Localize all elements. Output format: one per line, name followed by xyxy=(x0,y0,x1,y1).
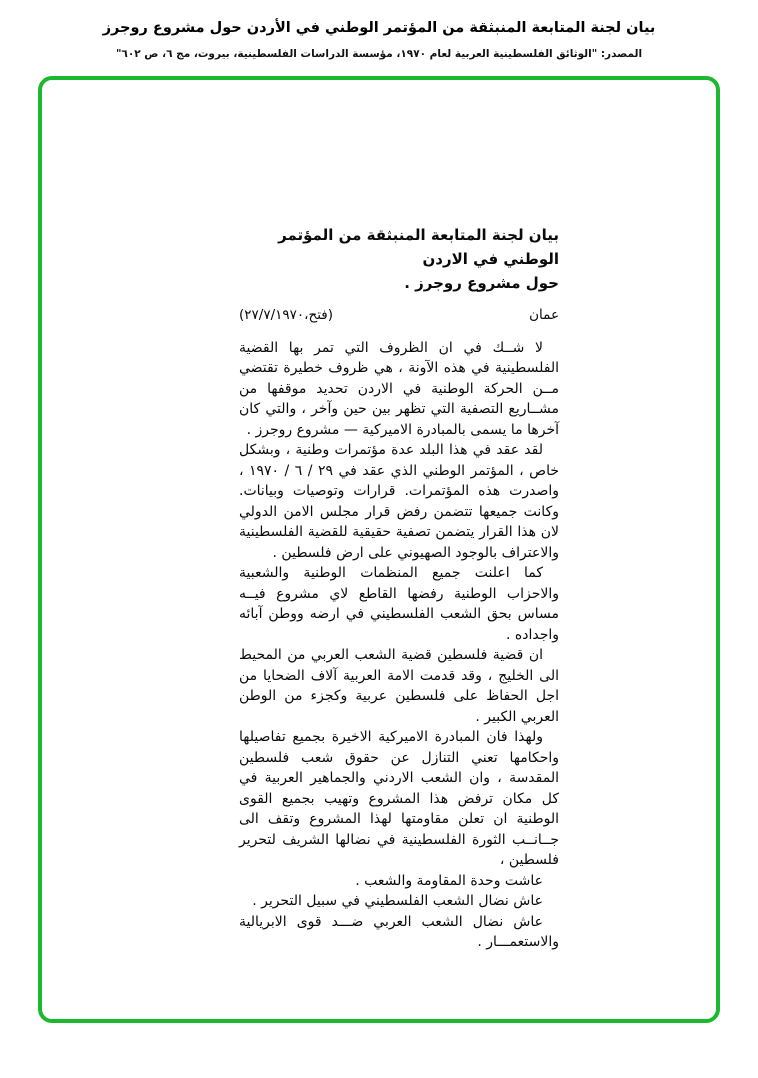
paragraph-4: ان قضية فلسطين قضية الشعب العربي من المحيط الى الخليج ، وقد قدمت الامة العربية آلاف الضحايا من اجل الحفاظ على فلسطين عربية وكجزء من الوطن العربي الكبير . xyxy=(239,647,559,725)
document-frame xyxy=(38,76,720,1023)
paragraph-3: كما اعلنت جميع المنظمات الوطنية والشعبية والاحزاب الوطنية رفضها القاطع لاي مشروع فيــه مساس بحق الشعب الفلسطيني في ارضه ووطن آبائه واجداده . xyxy=(239,565,559,643)
document-heading-line2: حول مشروع روجرز . xyxy=(404,274,559,292)
paragraph-1: لا شــك في ان الظروف التي تمر بها القضية الفلسطينية في هذه الآونة ، هي ظروف خطيرة تقتضي مــن الحركة الوطنية في الاردن تحديد موقفها من مشــاريع التصفية التي تظهر بين حين وآخر ، والتي كان آخرها ما يسمى بالمبادرة الاميركية — مشروع روجرز . xyxy=(239,339,559,438)
document-body xyxy=(239,223,559,953)
document-heading-line1: بيان لجنة المتابعة المنبثقة من المؤتمر الوطني في الاردن xyxy=(278,226,559,268)
dateline xyxy=(239,305,559,326)
page-header xyxy=(0,0,758,60)
document-heading xyxy=(239,223,559,295)
slogan-1: عاشت وحدة المقاومة والشعب . xyxy=(355,872,543,889)
dateline-source: (فتح،٢٧/٧/١٩٧٠) xyxy=(239,307,334,323)
dateline-place: عمان xyxy=(529,307,559,323)
slogan-3: عاش نضال الشعب العربي ضـــد قوى الابريالية والاستعمـــار . xyxy=(239,913,559,950)
page-title: بيان لجنة المتابعة المنبثقة من المؤتمر الوطني في الأردن حول مشروع روجرز xyxy=(102,20,656,36)
paragraph-5: ولهذا فان المبادرة الاميركية الاخيرة بجميع تفاصيلها واحكامها تعني التنازل عن حقوق شعب فلسطين المقدسة ، وان الشعب الاردني والجماهير العربية في كل مكان ترفض هذا المشروع وتهيب بجميع القوى الوطنية ان تعلن مقاومتها لهذا المشروع وتقف الى جــانــب الثورة الفلسطينية في نضالها الشريف لتحرير فلسطين ، xyxy=(239,729,559,868)
source-line: المصدر: "الوثائق الفلسطينية العربية لعام ١٩٧٠، مؤسسة الدراسات الفلسطينية، بيروت، مج ٦، ص ٦٠٢" xyxy=(115,48,643,60)
paragraph-2: لقد عقد في هذا البلد عدة مؤتمرات وطنية ، وبشكل خاص ، المؤتمر الوطني الذي عقد في ٢٩ / ٦ / ١٩٧٠ ، واصدرت هذه المؤتمرات. قرارات وتوصيات وبيانات. وكانت جميعها تتضمن رفض قرار مجلس الامن الدولي لان هذا القرار يتضمن تصفية حقيقية للقضية الفلسطينية والاعتراف بالوجود الصهيوني على ارض فلسطين . xyxy=(239,442,559,561)
slogan-2: عاش نضال الشعب الفلسطيني في سبيل التحرير . xyxy=(252,893,543,909)
